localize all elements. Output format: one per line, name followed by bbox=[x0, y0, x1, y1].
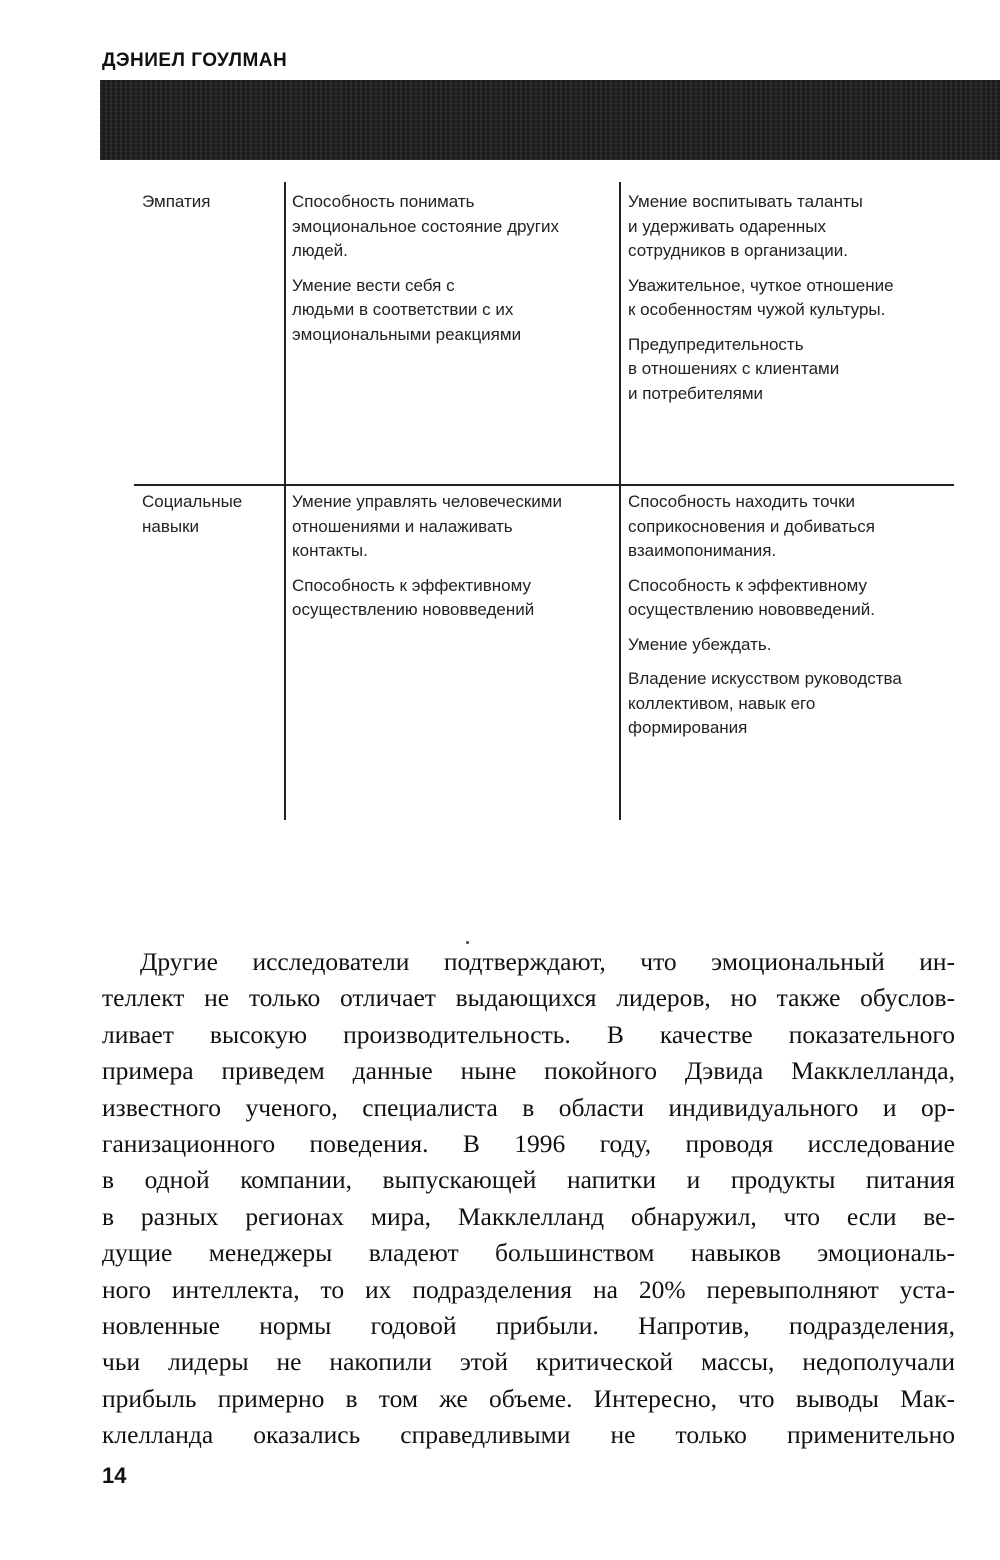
text-line: в отношениях с клиентами bbox=[628, 359, 840, 378]
row-definition bbox=[292, 490, 614, 633]
column-divider-2 bbox=[619, 182, 621, 820]
body-line: прибыль примерно в том же объеме. Интересно, что выводы Мак- bbox=[102, 1383, 955, 1413]
definition-paragraph bbox=[292, 274, 614, 348]
body-line: примера приведем данные ныне покойного Дэвида Макклелланда, bbox=[102, 1056, 955, 1086]
term-line: Социальные bbox=[142, 492, 243, 511]
text-line: осуществлению нововведений. bbox=[628, 600, 875, 619]
feature-paragraph bbox=[628, 633, 953, 658]
text-line: людей. bbox=[292, 241, 348, 260]
text-line: Умение убеждать. bbox=[628, 634, 772, 654]
definition-paragraph bbox=[292, 574, 614, 623]
text-line: сотрудников в организации. bbox=[628, 241, 848, 260]
text-line: к особенностям чужой культуры. bbox=[628, 300, 886, 319]
term-line: Эмпатия bbox=[142, 192, 211, 211]
text-line: соприкосновения и добиваться bbox=[628, 516, 875, 536]
row-term bbox=[142, 190, 282, 215]
text-line: Умение воспитывать таланты bbox=[628, 192, 863, 211]
text-line: осуществлению нововведений bbox=[292, 600, 535, 619]
body-line: ганизационного поведения. В 1996 году, проводя исследование bbox=[102, 1129, 955, 1159]
row-definition bbox=[292, 190, 614, 357]
text-line: отношениями и налаживать bbox=[292, 516, 513, 536]
body-line: в разных регионах мира, Макклелланд обнаружил, что если ве- bbox=[102, 1201, 955, 1231]
text-line: Предупредительность bbox=[628, 334, 804, 354]
text-line: Способность к эффективному bbox=[292, 575, 531, 595]
running-head: ДЭНИЕЛ ГОУЛМАН bbox=[102, 50, 288, 71]
text-line: формирования bbox=[628, 718, 748, 737]
feature-paragraph bbox=[628, 667, 953, 741]
feature-paragraph bbox=[628, 490, 953, 564]
row-features bbox=[628, 190, 953, 416]
text-line: Уважительное, чуткое отношение bbox=[628, 275, 894, 295]
text-line: Умение управлять человеческими bbox=[292, 492, 562, 511]
row-term bbox=[142, 490, 282, 539]
body-line: ливает высокую производительность. В качестве показательного bbox=[102, 1019, 955, 1049]
definition-paragraph bbox=[292, 490, 614, 564]
body-line: в одной компании, выпускающей напитки и продукты питания bbox=[102, 1165, 955, 1195]
body-line: ного интеллекта, то их подразделения на 20% перевыполняют уста- bbox=[102, 1274, 955, 1304]
column-divider-1 bbox=[284, 182, 286, 820]
feature-paragraph bbox=[628, 574, 953, 623]
definition-paragraph bbox=[292, 190, 614, 264]
text-line: эмоциональными реакциями bbox=[292, 324, 522, 344]
row-features bbox=[628, 490, 953, 751]
body-paragraph bbox=[102, 944, 955, 1454]
feature-paragraph bbox=[628, 274, 953, 323]
body-line: клелланда оказались справедливыми не только применительно bbox=[102, 1420, 955, 1450]
text-line: Способность понимать bbox=[292, 192, 475, 211]
text-line: эмоциональное состояние других bbox=[292, 216, 559, 236]
body-line: Другие исследователи подтверждают, что эмоциональный ин- bbox=[140, 947, 955, 976]
row-divider bbox=[134, 484, 954, 486]
text-line: Способность к эффективному bbox=[628, 575, 867, 595]
body-line: дущие менеджеры владеют большинством навыков эмоциональ- bbox=[102, 1238, 955, 1268]
term-line: навыки bbox=[142, 516, 200, 536]
feature-paragraph bbox=[628, 333, 953, 407]
body-line: известного ученого, специалиста в области индивидуального и ор- bbox=[102, 1092, 955, 1122]
body-line: новленные нормы годовой прибыли. Напротив, подразделения, bbox=[102, 1311, 955, 1341]
text-line: Способность находить точки bbox=[628, 492, 856, 511]
text-line: и потребителями bbox=[628, 383, 764, 403]
text-line: взаимопонимания. bbox=[628, 541, 777, 560]
header-band bbox=[100, 80, 1000, 160]
page-number: 14 bbox=[102, 1463, 127, 1488]
text-line: и удерживать одаренных bbox=[628, 216, 826, 236]
text-line: коллективом, навык его bbox=[628, 693, 816, 713]
text-line: Владение искусством руководства bbox=[628, 669, 902, 688]
text-line: контакты. bbox=[292, 541, 368, 560]
feature-paragraph bbox=[628, 190, 953, 264]
text-line: людьми в соответствии с их bbox=[292, 300, 514, 319]
text-line: Умение вести себя с bbox=[292, 275, 455, 295]
body-line: чьи лидеры не накопили этой критической массы, недополучали bbox=[102, 1347, 955, 1377]
body-line: теллект не только отличает выдающихся лидеров, но также обуслов- bbox=[102, 983, 955, 1013]
competency-table bbox=[100, 160, 955, 820]
